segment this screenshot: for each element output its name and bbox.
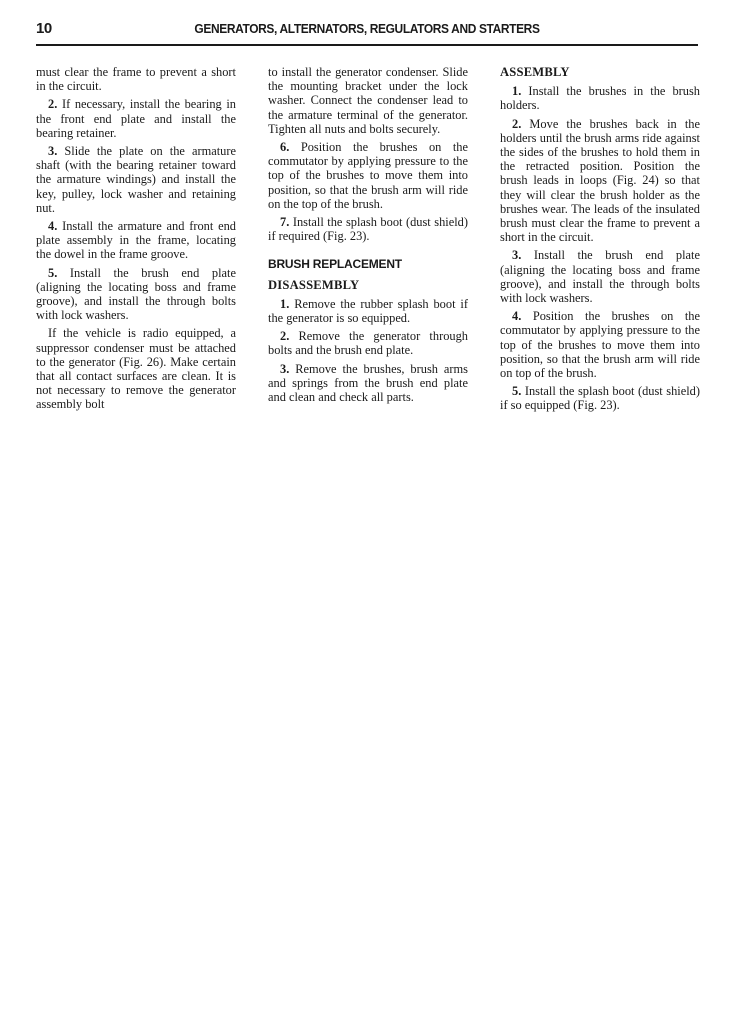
paragraph-text: Install the splash boot (dust shield) if so equipped (Fig. 23). xyxy=(500,384,700,413)
text-column-3 xyxy=(500,65,700,417)
step-number: 2. xyxy=(280,329,290,344)
paragraph xyxy=(500,248,700,305)
paragraph-text: If the vehicle is radio equipped, a suppressor condenser must be attached to the generator (Fig. 26). Make certain that all contact surfaces are clean. It is not necessary to remove the generator assembly bolt xyxy=(36,326,236,412)
paragraph-text: Install the brush end plate (aligning the locating boss and frame groove), and install the through bolts with lock washers. xyxy=(36,265,236,323)
paragraph xyxy=(36,219,236,262)
step-number: 5. xyxy=(48,265,58,280)
paragraph xyxy=(268,329,468,357)
paragraph-text: Move the brushes back in the holders until the brush arms ride against the sides of the brushes to hold them in the retracted position. Position the brush leads in loops (Fig. 24) so that they will clear the brush holder as the brushes wear. The leads of the insulated brush must clear the frame to prevent a short in the circuit. xyxy=(500,116,700,245)
paragraph-text: Install the splash boot (dust shield) if required (Fig. 23). xyxy=(268,215,468,244)
paragraph xyxy=(36,65,236,93)
step-number: 3. xyxy=(280,361,290,376)
step-number: 2. xyxy=(48,97,58,112)
text-column-1 xyxy=(36,65,236,416)
paragraph-text: Remove the generator through bolts and the brush end plate. xyxy=(268,329,468,358)
running-title: GENERATORS, ALTERNATORS, REGULATORS AND STARTERS xyxy=(194,21,540,36)
paragraph xyxy=(268,65,468,136)
paragraph xyxy=(500,309,700,380)
paragraph xyxy=(268,140,468,211)
section-heading: BRUSH REPLACEMENT xyxy=(268,257,402,272)
page-number: 10 xyxy=(36,20,52,37)
paragraph-text: Slide the plate on the armature shaft (with the bearing retainer toward the armature windings) and install the key, pulley, lock washer and retaining nut. xyxy=(36,144,236,215)
paragraph xyxy=(36,326,236,411)
text-column-2 xyxy=(268,65,468,408)
paragraph xyxy=(268,362,468,405)
sub-heading: DISASSEMBLY xyxy=(268,277,360,292)
paragraph-text: Install the armature and front end plate assembly in the frame, locating the dowel in the frame groove. xyxy=(36,219,236,262)
paragraph-text: Install the brushes in the brush holders. xyxy=(500,84,700,113)
paragraph-text: Remove the rubber splash boot if the generator is so equipped. xyxy=(268,296,468,326)
step-number: 4. xyxy=(512,309,522,324)
paragraph-text: to install the generator condenser. Slide the mounting bracket under the lock washer. Connect the condenser lead to the armature terminal of the generator. Tighten all nuts and bolts securely. xyxy=(268,65,468,136)
step-number: 3. xyxy=(48,144,58,159)
paragraph xyxy=(36,97,236,140)
step-number: 7. xyxy=(280,215,290,230)
step-number: 3. xyxy=(512,248,522,263)
paragraph-text: must clear the frame to prevent a short in the circuit. xyxy=(36,65,236,94)
paragraph xyxy=(500,384,700,412)
paragraph xyxy=(500,117,700,245)
step-number: 1. xyxy=(512,84,522,99)
paragraph-text: Install the brush end plate (aligning the locating boss and frame groove), and install the through bolts with lock washers. xyxy=(500,248,700,306)
paragraph-text: Position the brushes on the commutator by applying pressure to the top of the brushes to move them into position, so that the brush arm will ride on top of the brush. xyxy=(500,309,700,381)
step-number: 2. xyxy=(512,116,522,131)
paragraph xyxy=(36,266,236,323)
step-number: 4. xyxy=(48,219,58,234)
paragraph xyxy=(500,84,700,112)
step-number: 6. xyxy=(280,140,290,155)
paragraph xyxy=(268,215,468,243)
paragraph xyxy=(268,297,468,325)
paragraph-text: Position the brushes on the commutator by applying pressure to the top of the brushes to move them into position, so that the brush arm will ride on the top of the brush. xyxy=(268,140,468,211)
step-number: 5. xyxy=(512,384,522,399)
sub-heading: ASSEMBLY xyxy=(500,65,570,79)
paragraph xyxy=(36,144,236,215)
paragraph-text: Remove the brushes, brush arms and springs from the brush end plate and clean and check all parts. xyxy=(268,361,468,405)
page-header xyxy=(36,18,698,46)
step-number: 1. xyxy=(280,296,290,311)
paragraph-text: If necessary, install the bearing in the front end plate and install the bearing retainer. xyxy=(36,97,236,140)
